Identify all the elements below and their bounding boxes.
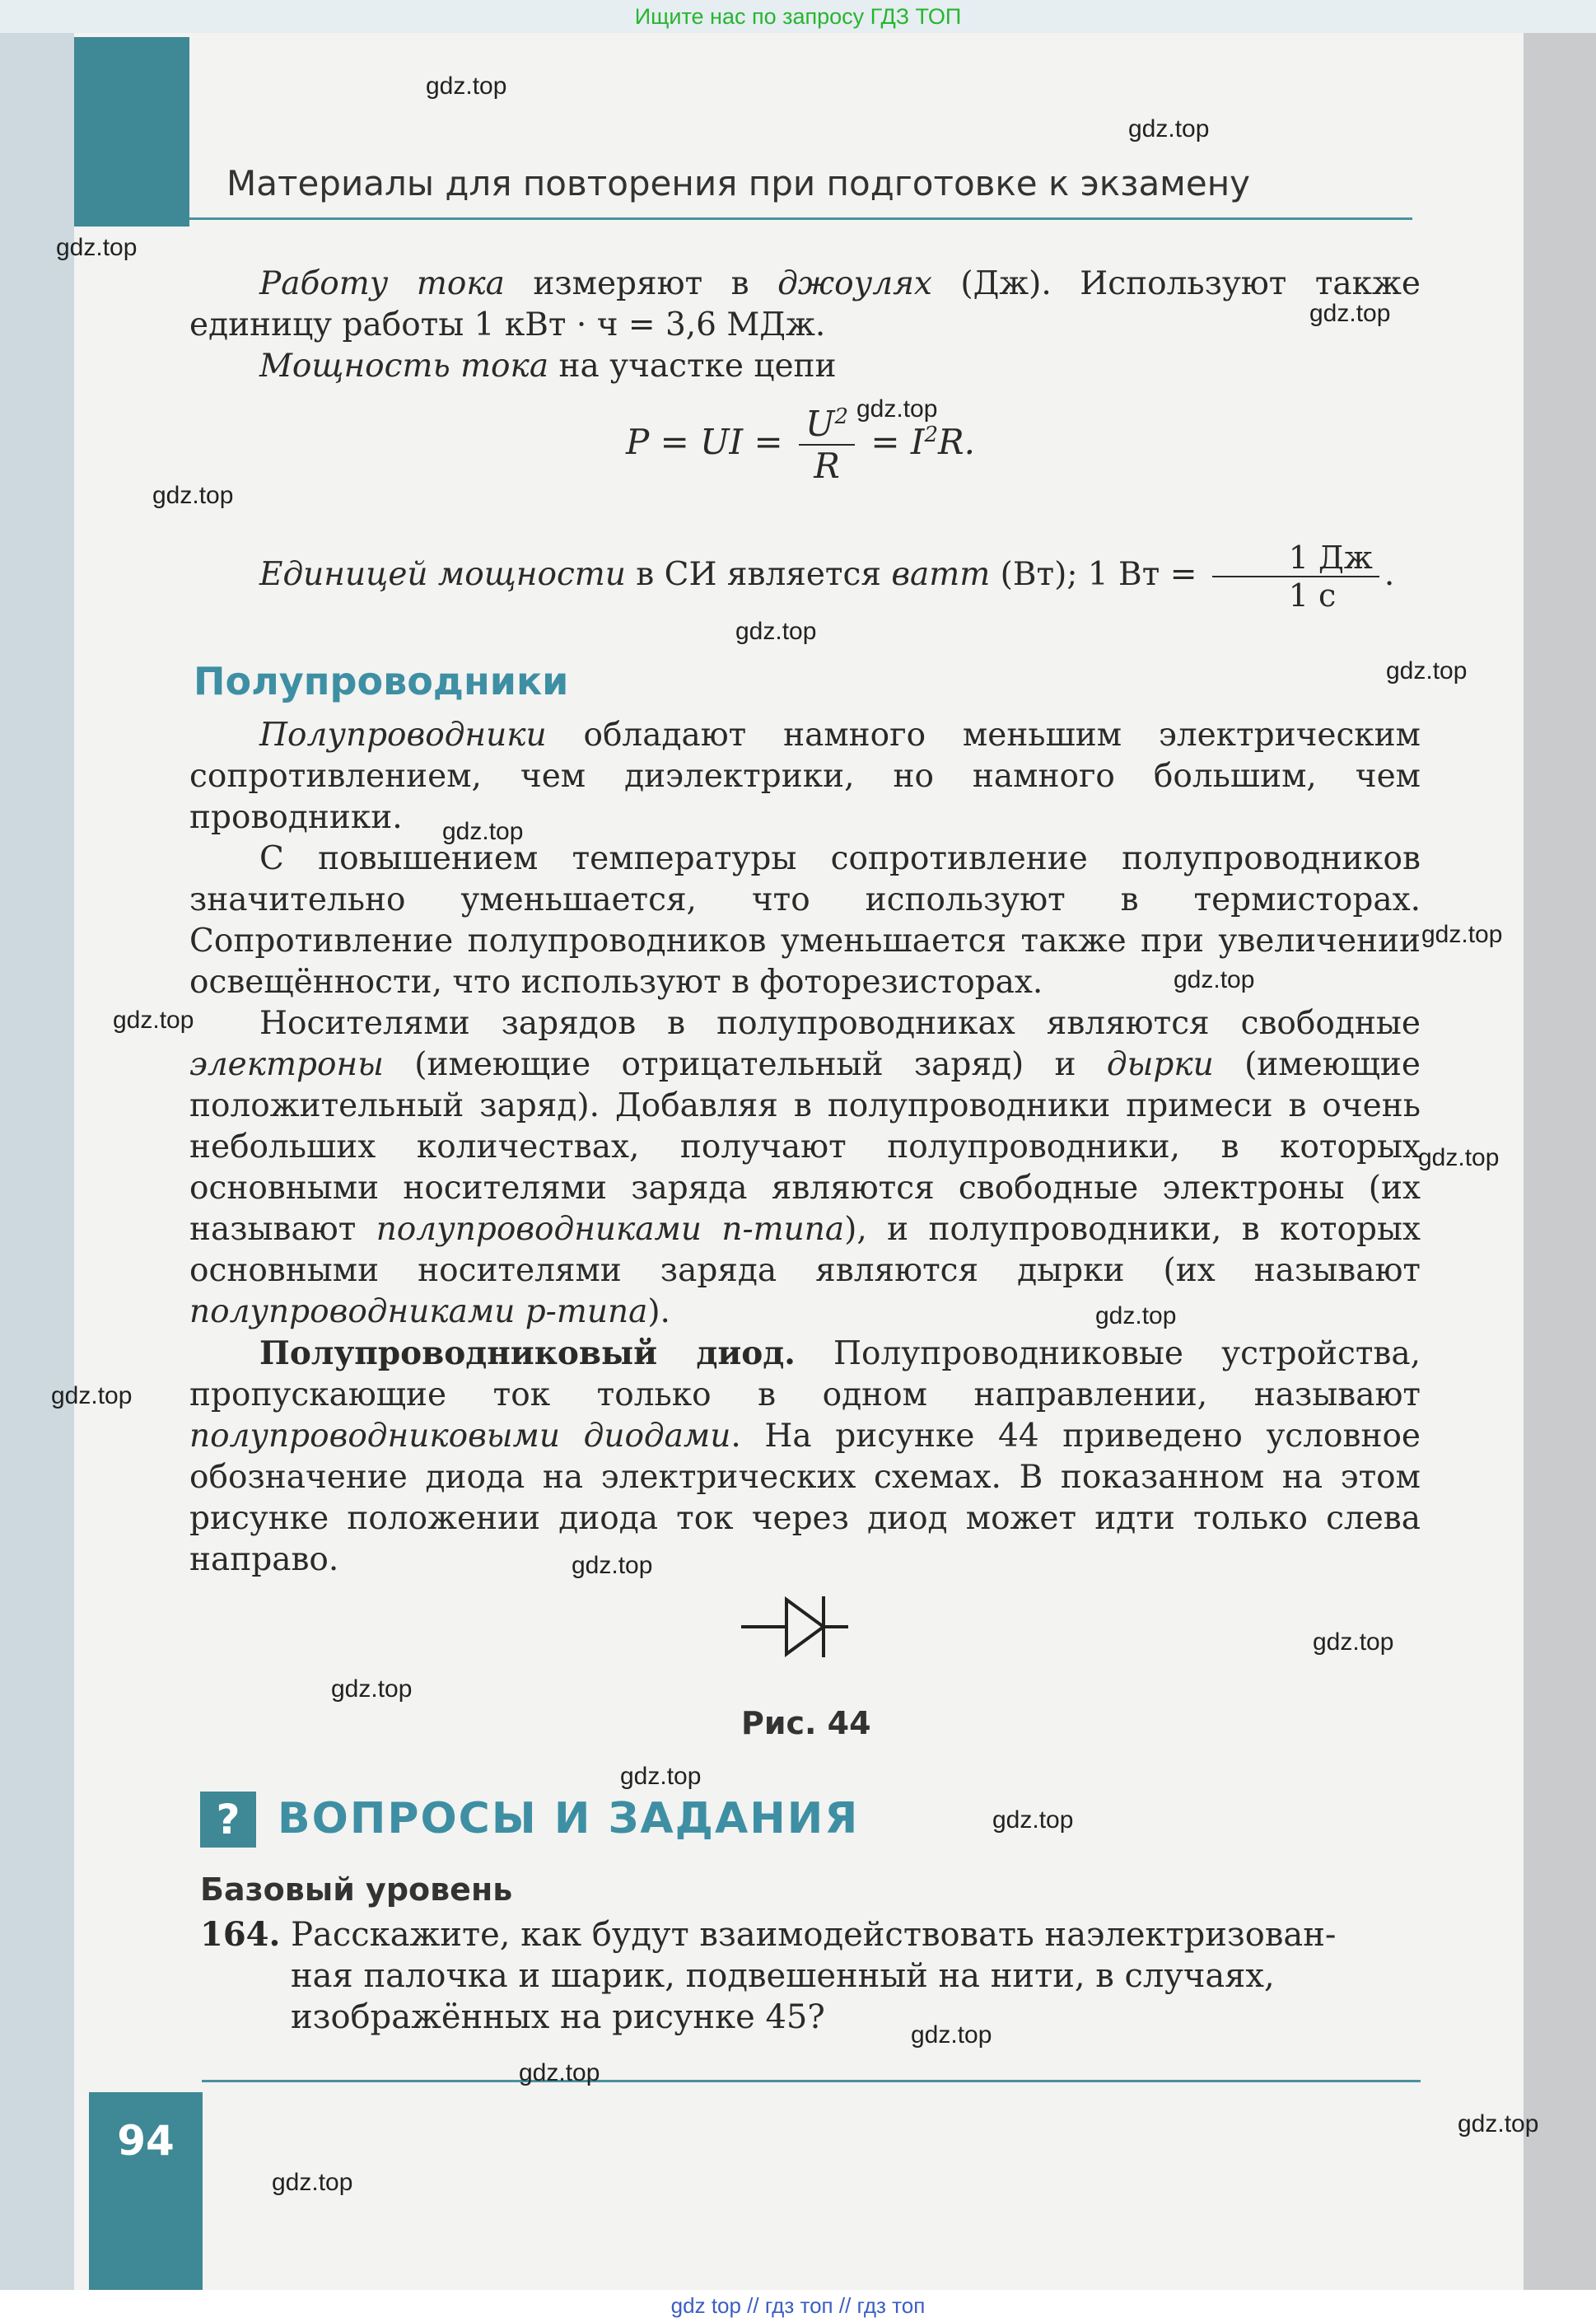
term-electrons: электроны [189, 1046, 384, 1083]
difficulty-level: Базовый уровень [200, 1871, 513, 1908]
superscript: 2 [924, 423, 939, 447]
text-run: на участке цепи [548, 348, 837, 385]
top-banner: Ищите нас по запросу ГДЗ ТОП [634, 4, 962, 29]
diode-symbol-icon [741, 1590, 848, 1664]
paragraph-work [189, 264, 1421, 346]
text-run: измеряют в [504, 265, 778, 302]
term-joules: джоулях [777, 265, 932, 302]
term-holes: дырки [1106, 1046, 1214, 1083]
paragraph-temperature: С повышением температуры сопротивление полупроводников значительно уменьшается, что используют в термисторах. Сопротивление полупроводников уменьшается также при увеличении освещённости, что используют в фоторезисторах. [189, 840, 1421, 1001]
term-diodes: полупроводниковыми диодами [189, 1418, 731, 1455]
page-number: 94 [89, 2092, 203, 2290]
watermark: gdz.top [572, 1552, 653, 1579]
watermark: gdz.top [272, 2169, 353, 2196]
text-run: Носителями зарядов в полупроводниках являются свободные [259, 1005, 1421, 1042]
watermark: gdz.top [1458, 2110, 1539, 2137]
watermark: gdz.top [911, 2021, 992, 2049]
watermark: gdz.top [1386, 657, 1468, 684]
term-diode-heading: Полупроводниковый диод. [259, 1334, 796, 1372]
watermark: gdz.top [1095, 1302, 1177, 1329]
paragraph-carriers [189, 1003, 1421, 1333]
figure-caption: Рис. 44 [741, 1705, 871, 1741]
task-text-line: ная палочка и шарик, подвешенный на нити, в случаях, [291, 1957, 1275, 1995]
watermark: gdz.top [56, 234, 138, 261]
task-number: 164. [200, 1915, 281, 1954]
watermark: gdz.top [1421, 921, 1503, 948]
watermark: gdz.top [620, 1763, 702, 1790]
watermark: gdz.top [735, 618, 817, 645]
questions-title: ВОПРОСЫ И ЗАДАНИЯ [278, 1794, 860, 1843]
paragraph-diode [189, 1333, 1421, 1581]
fraction-numerator [799, 404, 855, 446]
bottom-banner: gdz top // гдз топ // гдз топ [0, 2290, 1596, 2322]
task-text-line: Расскажите, как будут взаимодействовать наэлектризован- [280, 1916, 1337, 1954]
watermark: gdz.top [1174, 966, 1255, 993]
page-edge-shadow [1524, 33, 1596, 2290]
text-run: обладают намного меньшим электрическим сопротивлением, чем диэлектрики, но намного большим, чем проводники. [189, 717, 1421, 836]
footer-rule [202, 2080, 1421, 2082]
watermark: gdz.top [1128, 115, 1210, 142]
text-run: Полупроводниковые устройства, пропускающие ток только в одном направлении, называют [189, 1335, 1421, 1413]
text-run: R. [938, 422, 976, 462]
term-power-unit: Единицей мощности [259, 556, 626, 593]
section-title-semiconductors: Полупроводники [194, 659, 569, 703]
watermark: gdz.top [1313, 1628, 1394, 1656]
header-rule [189, 217, 1412, 220]
term-work: Работу тока [259, 265, 505, 302]
term-watt: ватт [891, 556, 991, 593]
text-block-work-power [189, 264, 1421, 387]
text-run: (Вт); 1 Вт = [990, 556, 1197, 593]
paragraph-power [189, 346, 1421, 387]
fraction-numerator: 1 Дж [1212, 540, 1379, 577]
paragraph-watt [189, 540, 1421, 614]
watermark: gdz.top [426, 72, 507, 100]
watermark: gdz.top [992, 1806, 1074, 1834]
text-block-watt [189, 540, 1421, 614]
header-color-tab [74, 37, 189, 227]
term-power: Мощность тока [259, 348, 549, 385]
task-164 [200, 1914, 1419, 2038]
text-run: ), и полупроводники, в которых основными носителями заряда являются дырки (их называют [189, 1211, 1421, 1289]
watermark: gdz.top [51, 1382, 133, 1409]
paragraph-definition [189, 715, 1421, 839]
task-text-line: изображённых на рисунке 45? [291, 1998, 825, 2036]
watermark: gdz.top [152, 482, 234, 509]
text-run: (имеющие положительный заряд). Добавляя в полупроводники примеси в очень небольших количествах, получают полупроводники, в которых основными носителями заряда являются свободные электроны (их называют [189, 1046, 1421, 1248]
text-run: . На рисунке 44 приведено условное обозначение диода на электрических схемах. В показанном на этом рисунке положении диода ток через диод может идти только слева направо. [189, 1418, 1421, 1578]
superscript: 2 [834, 404, 848, 429]
book-spine-edge [0, 33, 74, 2290]
watermark: gdz.top [856, 395, 938, 423]
formula-lhs: P = UI = [626, 422, 783, 462]
formula-fraction [799, 404, 855, 486]
watermark: gdz.top [331, 1675, 413, 1703]
question-mark-icon: ? [200, 1792, 256, 1848]
watermark: gdz.top [519, 2059, 600, 2086]
running-header-title: Материалы для повторения при подготовке к экзамену [226, 163, 1251, 203]
text-run: (имеющие отрицательный заряд) и [383, 1046, 1107, 1083]
text-run: ). [647, 1293, 670, 1330]
text-run: . [1384, 556, 1395, 593]
watt-fraction [1212, 540, 1379, 614]
text-run: (Дж). Используют также единицу работы 1 кВт · ч = 3,6 МДж. [189, 265, 1421, 343]
fraction-denominator: R [814, 446, 840, 486]
fraction-denominator: 1 с [1288, 577, 1337, 614]
formula-rhs: = I [870, 422, 925, 462]
term-semiconductors: Полупроводники [259, 717, 547, 754]
text-run: U [805, 404, 835, 444]
text-run: в СИ является [625, 556, 892, 593]
watermark: gdz.top [442, 818, 524, 845]
watermark: gdz.top [1418, 1144, 1500, 1171]
watermark: gdz.top [113, 1007, 194, 1034]
text-block-semiconductors [189, 715, 1421, 1581]
term-n-type: полупроводниками n-типа [376, 1211, 845, 1248]
watermark: gdz.top [1309, 300, 1391, 327]
term-p-type: полупроводниками p-типа [189, 1293, 648, 1330]
